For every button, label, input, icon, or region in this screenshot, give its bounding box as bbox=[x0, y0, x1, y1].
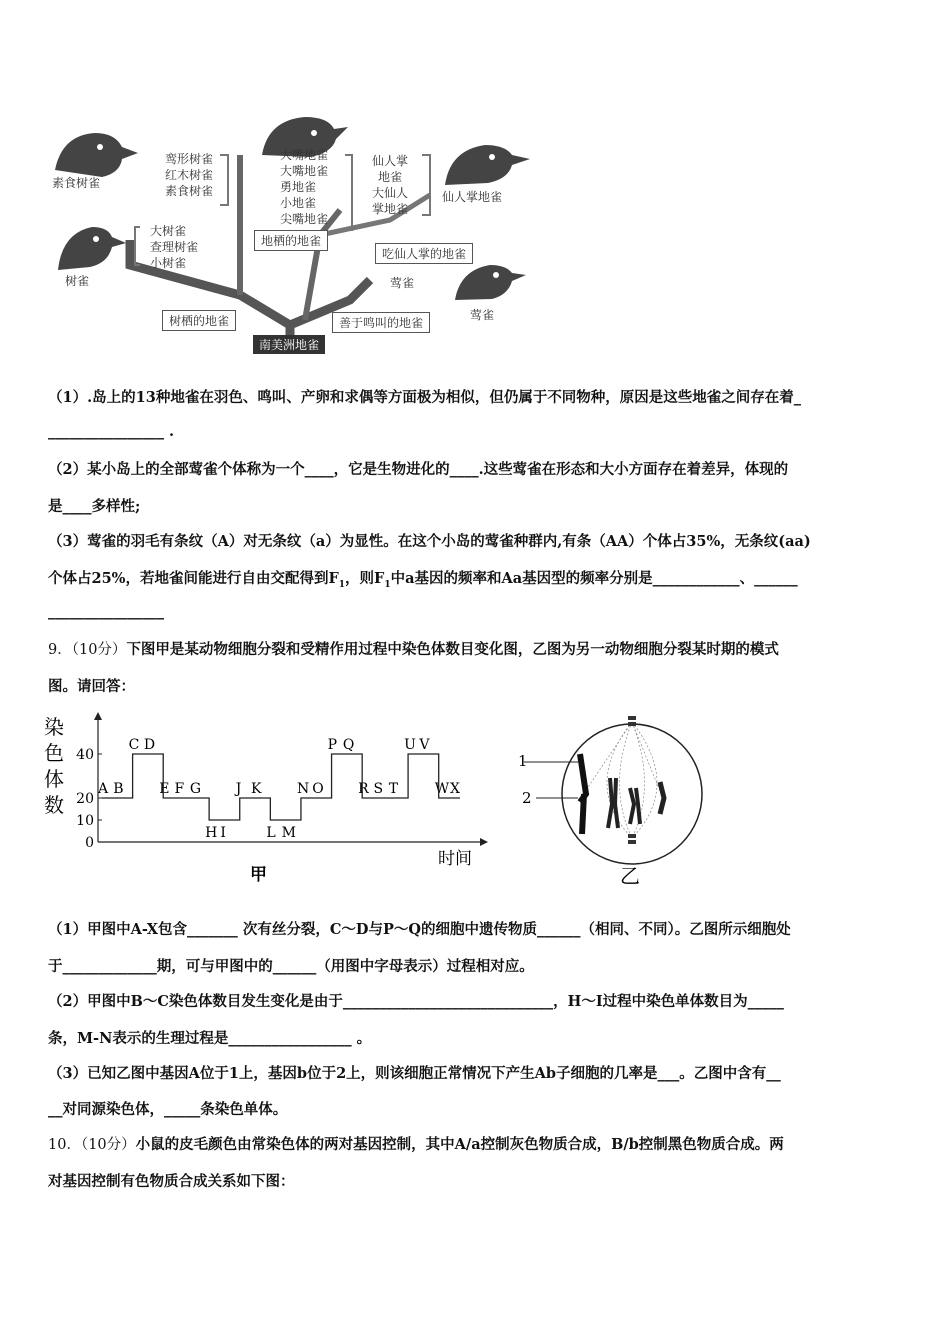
point-label: F bbox=[174, 781, 185, 797]
warbler-branch-label: 莺雀 bbox=[390, 276, 415, 290]
q9-p1: （1）甲图中A-X包含_______ 次有丝分裂，C～D与P～Q的细胞中遗传物质______（相同、不同）。乙图所示细胞处 bbox=[48, 921, 791, 938]
point-label: P bbox=[327, 737, 337, 753]
bird-tree-icon bbox=[58, 227, 126, 270]
group-tree-item: 大树雀 bbox=[150, 224, 187, 238]
q9-p3: （3）已知乙图中基因A位于1上，基因b位于2上，则该细胞正常情况下产生Ab子细胞的几率是___。乙图中含有__ bbox=[48, 1065, 781, 1082]
q8-p2b: 是____多样性; bbox=[48, 498, 141, 515]
y-axis-label-char: 体 bbox=[44, 767, 64, 791]
group-cactus-item: 掌地雀 bbox=[372, 202, 409, 216]
bird-warbler-label: 莺雀 bbox=[470, 308, 495, 322]
group-cactus-item: 仙人掌 bbox=[372, 154, 409, 168]
bird-veg-icon bbox=[55, 133, 138, 177]
branch-tree-ground: 树栖的地雀 bbox=[162, 310, 236, 331]
point-label: B bbox=[113, 781, 124, 797]
y-tick-label: 10 bbox=[76, 813, 94, 829]
bird-warbler-icon bbox=[455, 265, 526, 300]
point-label: R bbox=[358, 781, 369, 797]
y-axis-label-char: 染 bbox=[44, 715, 64, 739]
point-label: O bbox=[312, 781, 324, 797]
point-label: H bbox=[205, 825, 218, 841]
q8-p3b-mid: ，则F bbox=[345, 570, 385, 587]
point-label: G bbox=[189, 781, 202, 797]
q10-intro2: 对基因控制有色物质合成关系如下图： bbox=[48, 1173, 295, 1190]
cell-diagram bbox=[512, 706, 712, 886]
y-axis-label-char: 色 bbox=[44, 741, 64, 765]
y-tick-label: 40 bbox=[76, 747, 94, 763]
q8-p1b: ________________ . bbox=[48, 423, 175, 440]
cell-label-1: 1 bbox=[518, 752, 528, 770]
group-cactus-item: 大仙人 bbox=[372, 186, 409, 200]
cell-title: 乙 bbox=[620, 864, 640, 886]
q10-number: 10．（10分） bbox=[48, 1137, 136, 1153]
bird-veg-label: 素食树雀 bbox=[52, 176, 101, 190]
q8-p3c: ________________ bbox=[48, 603, 164, 620]
q10-intro bbox=[48, 1133, 784, 1154]
group-ground-item: 勇地雀 bbox=[280, 180, 317, 194]
point-label: M bbox=[281, 825, 296, 841]
point-label: T bbox=[388, 781, 399, 797]
bird-cactus-label: 仙人掌地雀 bbox=[442, 190, 503, 204]
point-label: S bbox=[373, 781, 384, 797]
group-veg-item: 鸾形树雀 bbox=[165, 152, 214, 166]
q9-intro-text: 下图甲是某动物细胞分裂和受精作用过程中染色体数目变化图，乙图为另一动物细胞分裂某时期的模式 bbox=[126, 641, 779, 658]
q9-p1b: 于_____________期，可与甲图中的______（用图中字母表示）过程相对应。 bbox=[48, 958, 534, 975]
centrosome-top-icon bbox=[628, 716, 636, 726]
group-ground-item: 尖嘴地雀 bbox=[280, 212, 329, 226]
q8-p3b-post: 中a基因的频率和Aa基因型的频率分别是____________、______ bbox=[390, 570, 798, 587]
q8-p3b bbox=[48, 567, 798, 590]
group-ground-item: 小地雀 bbox=[280, 196, 317, 210]
q8-p3: （3）莺雀的羽毛有条纹（A）对无条纹（a）为显性。在这个小岛的莺雀种群内,有条（AA）个体占35%，无条纹(aa) bbox=[48, 533, 811, 550]
q10-intro-text: 小鼠的皮毛颜色由常染色体的两对基因控制，其中A/a控制灰色物质合成，B/b控制黑色物质合成。两 bbox=[135, 1136, 784, 1153]
q9-p3b: __对同源染色体，_____条染色单体。 bbox=[48, 1101, 288, 1118]
chromosome-pair-mid bbox=[608, 778, 640, 828]
y-axis-label-char: 数 bbox=[44, 793, 64, 817]
group-ground-item: 大嘴地雀 bbox=[280, 148, 329, 162]
q9-p2: （2）甲图中B～C染色体数目发生变化是由于_____________________________，H～I过程中染色单体数目为_____ bbox=[48, 993, 784, 1010]
y-tick-label: 0 bbox=[85, 835, 94, 851]
y-tick-label: 20 bbox=[76, 791, 94, 807]
branch-cactus: 吃仙人掌的地雀 bbox=[375, 243, 473, 264]
point-label: V bbox=[419, 737, 430, 753]
point-label: L bbox=[266, 825, 276, 841]
y-axis-arrow bbox=[94, 712, 102, 720]
q9-p2b: 条，M-N表示的生理过程是_________________ 。 bbox=[48, 1030, 372, 1047]
group-tree-item: 小树雀 bbox=[150, 256, 187, 270]
group-cactus bbox=[372, 153, 408, 217]
point-label: K bbox=[251, 781, 262, 797]
bird-cactus-icon bbox=[445, 145, 530, 185]
x-axis-arrow bbox=[480, 838, 488, 846]
q9-number: 9．（10分） bbox=[48, 642, 127, 658]
point-label: N bbox=[296, 781, 310, 797]
x-axis-label: 时间 bbox=[438, 849, 472, 869]
point-label: D bbox=[143, 737, 156, 753]
group-tree bbox=[150, 223, 198, 271]
point-label: Q bbox=[342, 737, 355, 753]
q8-p3b-sub2: 1 bbox=[384, 579, 391, 590]
group-veg bbox=[165, 151, 213, 199]
q9-intro bbox=[48, 638, 779, 659]
point-label: U bbox=[404, 737, 416, 753]
point-label: C bbox=[128, 737, 140, 753]
group-veg-item: 红木树雀 bbox=[165, 168, 214, 182]
q8-p3b-sub1: 1 bbox=[338, 579, 346, 590]
point-label: J bbox=[235, 781, 242, 797]
chromosome-1 bbox=[580, 754, 586, 834]
tree-root: 南美洲地雀 bbox=[253, 335, 325, 354]
centrosome-bottom-icon bbox=[628, 834, 636, 844]
point-label: W bbox=[434, 781, 450, 797]
group-cactus-item: 地雀 bbox=[378, 170, 403, 184]
branch-singing: 善于鸣叫的地雀 bbox=[332, 312, 430, 333]
q8-p3b-pre: 个体占25%，若地雀间能进行自由交配得到F bbox=[48, 570, 339, 587]
chart-title: 甲 bbox=[250, 865, 267, 885]
branch-ground: 地栖的地雀 bbox=[254, 230, 328, 251]
q8-p2: （2）某小岛上的全部莺雀个体称为一个____，它是生物进化的____.这些莺雀在形态和大小方面存在着差异，体现的 bbox=[48, 461, 789, 478]
chromosome-right bbox=[660, 782, 664, 814]
point-label: A bbox=[98, 781, 109, 797]
spindle-fibers bbox=[582, 722, 662, 838]
finch-tree-diagram bbox=[40, 115, 540, 360]
series-line bbox=[102, 754, 460, 820]
cell-label-2: 2 bbox=[522, 789, 532, 807]
q9-intro2: 图。请回答： bbox=[48, 678, 135, 695]
point-label: E bbox=[159, 781, 170, 797]
point-label: I bbox=[220, 825, 226, 841]
group-ground bbox=[280, 147, 328, 227]
group-veg-item: 素食树雀 bbox=[165, 184, 214, 198]
bird-tree-label: 树雀 bbox=[65, 274, 90, 288]
group-tree-item: 查理树雀 bbox=[150, 240, 199, 254]
chromosome-chart bbox=[40, 712, 490, 887]
point-label: X bbox=[450, 781, 460, 797]
group-ground-item: 大嘴地雀 bbox=[280, 164, 329, 178]
q8-p1: （1）.岛上的13种地雀在羽色、鸣叫、产卵和求偶等方面极为相似，但仍属于不同物种，原因是这些地雀之间存在着_ bbox=[48, 389, 802, 406]
